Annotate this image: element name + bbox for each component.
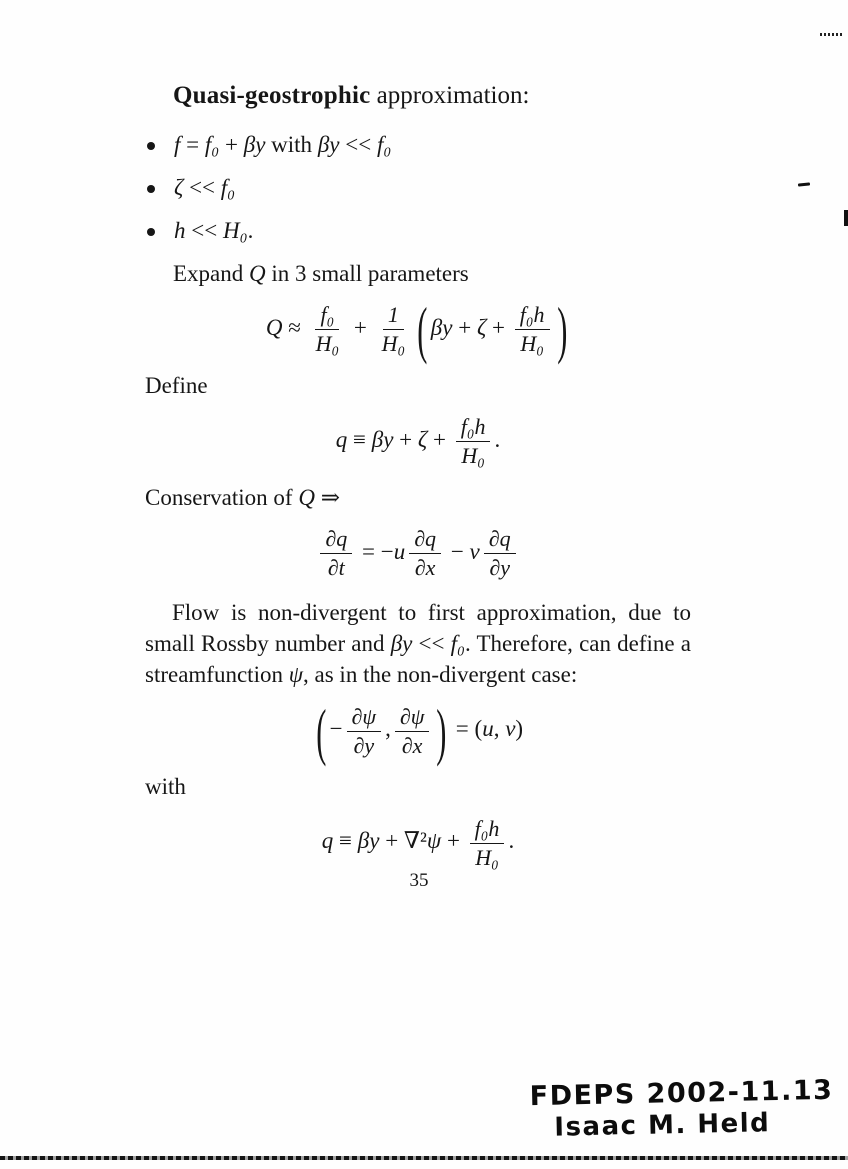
- roman-text: Define: [145, 372, 208, 398]
- math-text: f₀: [220, 174, 236, 200]
- roman-text: <<: [412, 630, 451, 656]
- fraction-numerator: f₀h: [515, 302, 550, 330]
- bullet-icon: [147, 185, 155, 193]
- bullet-text: [174, 216, 253, 246]
- equation-conservation: [145, 522, 691, 582]
- roman-text: + ∇²: [379, 828, 427, 854]
- scan-artifact-dash: [798, 182, 810, 186]
- right-paren: ): [556, 293, 567, 366]
- equation-streamfunction: [145, 695, 691, 768]
- fraction-numerator: f₀h: [470, 816, 505, 844]
- roman-text: ): [515, 716, 524, 742]
- handwritten-line-2: Isaac M. Held: [554, 1108, 771, 1143]
- math-text: H₀: [222, 217, 248, 243]
- page-number: 35: [409, 870, 429, 891]
- bold-text: Quasi-geostrophic: [173, 82, 371, 109]
- fraction: [456, 414, 491, 469]
- math-text: ζ: [174, 174, 184, 200]
- math-text: ψ: [426, 828, 442, 854]
- roman-text: in 3 small parameters: [265, 260, 469, 286]
- roman-text: <<: [185, 217, 223, 243]
- equation-expand-q: [145, 293, 691, 366]
- math-text: f₀: [450, 630, 466, 656]
- roman-text: +: [486, 314, 511, 340]
- fraction: [515, 302, 550, 357]
- fraction: [347, 704, 382, 759]
- fraction-denominator: H₀: [520, 331, 544, 357]
- left-paren: (: [417, 293, 428, 366]
- list-item: [145, 130, 691, 160]
- define-line: [145, 371, 691, 401]
- roman-text: +: [393, 426, 418, 452]
- roman-text: = (: [450, 716, 483, 742]
- math-text: ζ: [476, 314, 487, 340]
- math-text: βy: [371, 426, 394, 452]
- fraction-denominator: ∂t: [327, 555, 345, 581]
- math-text: f: [174, 131, 181, 157]
- right-paren: ): [436, 695, 447, 768]
- roman-text: ≈: [282, 314, 307, 340]
- roman-text: . Therefore, can define a streamfunction: [145, 630, 691, 688]
- body-paragraph: [145, 597, 691, 691]
- expand-line: [173, 259, 691, 289]
- scan-edge-line: [0, 1156, 848, 1160]
- math-text: ψ: [288, 662, 304, 688]
- roman-text: +: [219, 131, 244, 157]
- roman-text: +: [427, 426, 452, 452]
- fraction: [409, 526, 441, 581]
- math-text: u: [393, 538, 406, 564]
- math-text: βy: [390, 630, 413, 656]
- handwritten-line-1: FDEPS 2002-11.13: [529, 1074, 834, 1113]
- fraction-denominator: H₀: [315, 331, 340, 357]
- math-text: u: [482, 716, 494, 742]
- fraction-numerator: 1: [383, 302, 404, 330]
- list-item: [145, 216, 691, 246]
- fraction: [377, 302, 411, 357]
- math-text: βy: [430, 314, 453, 340]
- fraction-denominator: H₀: [461, 443, 485, 469]
- math-text: Q: [265, 314, 283, 340]
- handwritten-note: [529, 1075, 834, 1143]
- math-text: f₀: [204, 131, 220, 157]
- math-text: v: [505, 716, 516, 742]
- math-text: v: [469, 538, 480, 564]
- roman-text: Flow is non-divergent to first approximation, due to small Rossby number and: [145, 599, 691, 656]
- fraction-numerator: ∂q: [484, 526, 516, 554]
- fraction-numerator: ∂ψ: [395, 704, 430, 732]
- scan-artifact-dots: [820, 33, 842, 36]
- roman-text: ⇒: [314, 484, 340, 510]
- roman-text: +: [452, 314, 477, 340]
- list-item: [145, 173, 691, 203]
- equation-define-q: [145, 410, 691, 470]
- assumptions-list: [145, 130, 691, 246]
- roman-text: Expand: [173, 260, 250, 286]
- fraction-denominator: H₀: [475, 845, 499, 871]
- roman-text: −: [445, 538, 470, 564]
- roman-text: <<: [183, 174, 221, 200]
- fraction: [395, 704, 430, 759]
- fraction-denominator: ∂y: [353, 733, 375, 759]
- left-paren: (: [316, 695, 327, 768]
- roman-text: approximation:: [370, 82, 530, 109]
- fraction-denominator: H₀: [381, 331, 406, 357]
- fraction-numerator: ∂ψ: [347, 704, 382, 732]
- roman-text: , as in the non-divergent case:: [303, 662, 578, 688]
- fraction-numerator: ∂q: [409, 526, 441, 554]
- math-text: βy: [357, 828, 380, 854]
- fraction-denominator: ∂x: [414, 555, 436, 581]
- fraction: [311, 302, 345, 357]
- fraction: [470, 816, 505, 871]
- roman-text: ≡: [333, 828, 358, 854]
- bullet-icon: [147, 228, 155, 236]
- roman-text: −: [329, 716, 343, 742]
- roman-text: =: [180, 131, 205, 157]
- math-text: q: [335, 426, 348, 452]
- math-text: βy: [317, 131, 340, 157]
- math-text: h: [174, 217, 186, 243]
- roman-text: +: [348, 314, 373, 340]
- roman-text: Conservation of: [145, 484, 299, 510]
- equation-q-psi: [145, 811, 691, 871]
- fraction-numerator: f₀h: [456, 414, 491, 442]
- roman-text: +: [441, 828, 466, 854]
- roman-text: ,: [385, 716, 391, 742]
- bullet-icon: [147, 142, 155, 150]
- scan-artifact-edge-mark: [844, 210, 848, 226]
- fraction-numerator: f₀: [315, 302, 339, 330]
- math-text: Q: [298, 484, 315, 510]
- roman-text: ,: [493, 716, 506, 742]
- notes-content: [145, 80, 691, 884]
- roman-text: .: [508, 828, 515, 854]
- roman-text: with: [145, 774, 186, 800]
- bullet-text: [174, 173, 235, 203]
- with-line: [145, 772, 691, 802]
- roman-text: with: [265, 131, 318, 157]
- roman-text: <<: [339, 131, 377, 157]
- math-text: f₀: [376, 131, 392, 157]
- bullet-text: [174, 130, 391, 160]
- fraction: [320, 526, 352, 581]
- roman-text: = −: [356, 538, 394, 564]
- fraction: [484, 526, 516, 581]
- roman-text: ≡: [347, 426, 372, 452]
- fraction-denominator: ∂y: [489, 555, 511, 581]
- page-title: [173, 80, 691, 113]
- roman-text: .: [494, 426, 501, 452]
- math-text: q: [321, 828, 334, 854]
- fraction-denominator: ∂x: [401, 733, 423, 759]
- roman-text: .: [247, 217, 254, 243]
- math-text: Q: [249, 260, 266, 286]
- math-text: ζ: [417, 426, 428, 452]
- math-text: βy: [243, 131, 266, 157]
- fraction-numerator: ∂q: [320, 526, 352, 554]
- conservation-line: [145, 483, 691, 513]
